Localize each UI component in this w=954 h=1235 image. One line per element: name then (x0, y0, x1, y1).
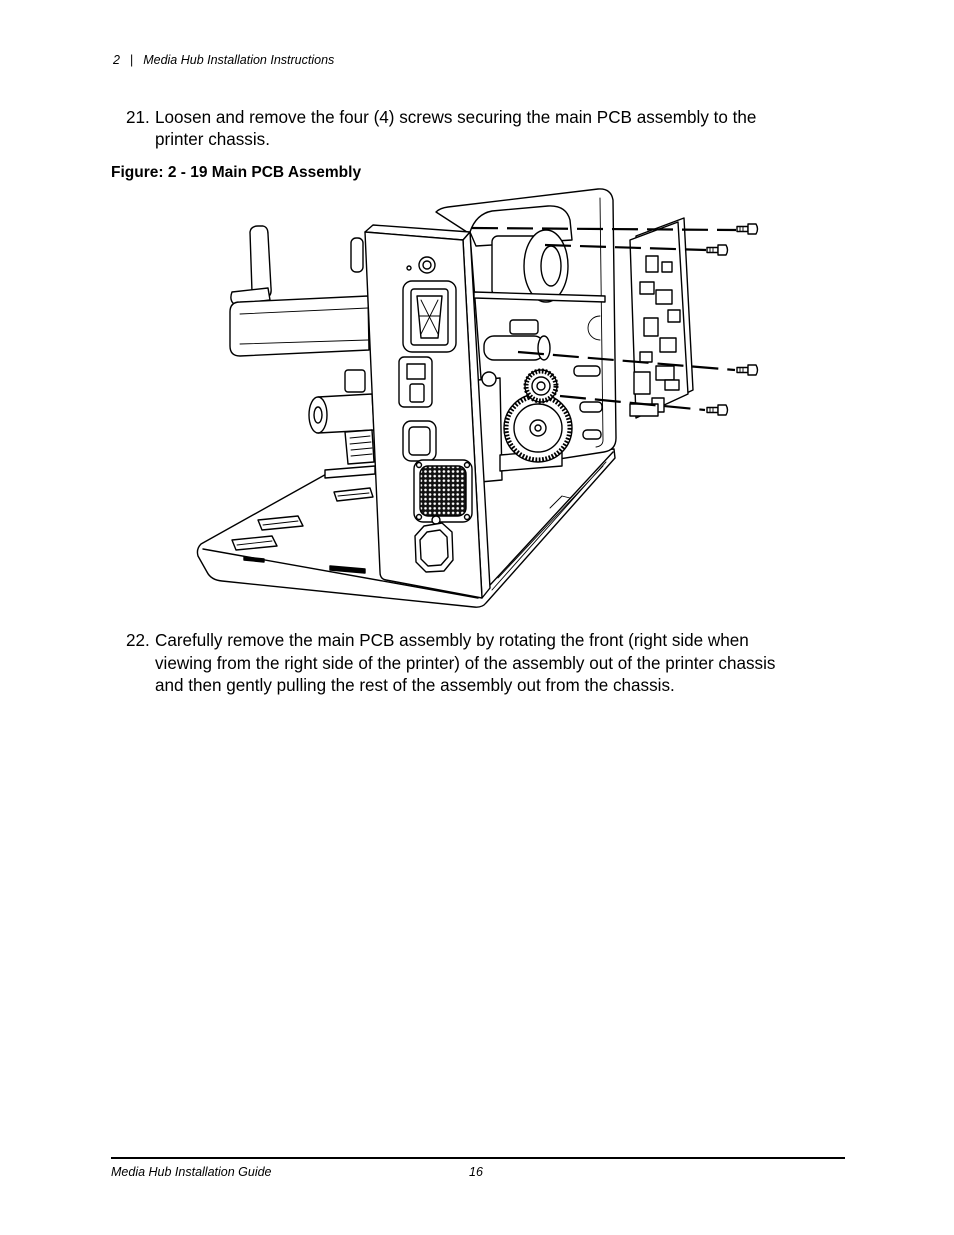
header-title: Media Hub Installation Instructions (143, 53, 335, 67)
serial-port (403, 281, 456, 352)
usb-port (399, 357, 432, 407)
step-text-line: Loosen and remove the four (4) screws securing the main PCB assembly to the (155, 108, 757, 127)
pcb-screw (707, 245, 728, 255)
step-number: 21. (126, 108, 150, 127)
footer-rule (111, 1157, 845, 1159)
lower-spindle (309, 370, 375, 478)
running-header (113, 52, 334, 68)
step-text-line: printer chassis. (155, 130, 270, 149)
step-text-line: and then gently pulling the rest of the assembly out from the chassis. (155, 676, 675, 695)
step-text-line: Carefully remove the main PCB assembly by rotating the front (right side when (155, 631, 749, 650)
step-text (155, 107, 846, 151)
fan-grill (414, 460, 472, 522)
ethernet-port (403, 421, 436, 461)
step-22 (126, 630, 846, 698)
footer-page-number: 16 (469, 1165, 483, 1179)
media-hanger (230, 226, 369, 356)
pcb-screw (737, 224, 758, 234)
header-separator: | (129, 53, 134, 67)
step-text-line: viewing from the right side of the printer) of the assembly out of the printer chassis (155, 653, 776, 673)
pcb-screw (737, 365, 758, 375)
main-pcb-assembly-illustration (190, 188, 770, 613)
chapter-number: 2 (113, 53, 120, 67)
step-21 (126, 107, 846, 151)
figure-caption: Figure: 2 - 19 Main PCB Assembly (111, 164, 362, 181)
step-text (155, 630, 846, 698)
pcb-screw (707, 405, 728, 415)
step-number: 22. (126, 631, 150, 650)
footer-guide-title: Media Hub Installation Guide (111, 1165, 272, 1179)
